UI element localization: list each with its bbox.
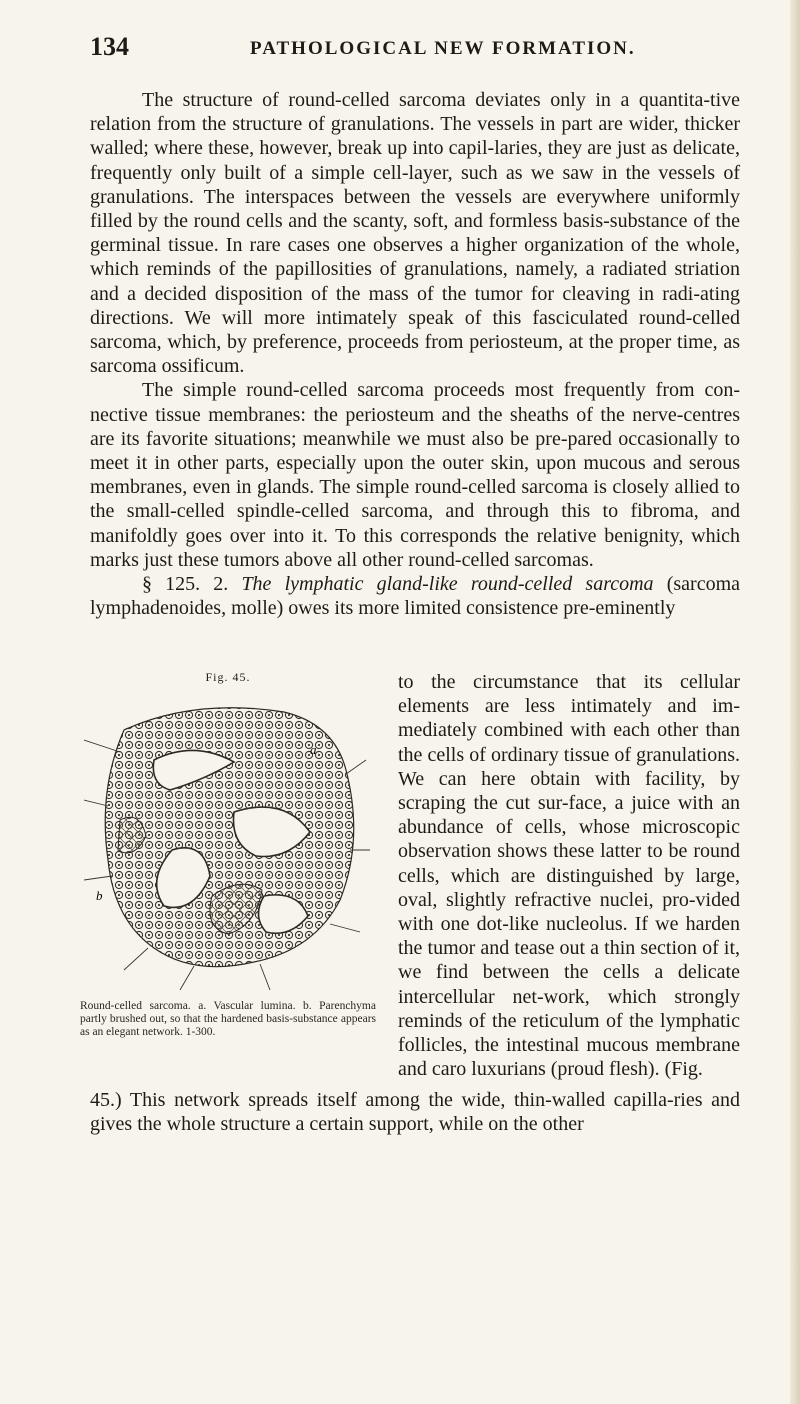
body-text-bottom <box>90 1088 740 1136</box>
paragraph-structure: The structure of round-celled sarcoma deviates only in a quantita-tive relation from the structure of granulations. The vessels in part are wider, thicker walled; where these, however, break up into capil-laries, they are just as delicate, frequently only built of a simple cell-layer, such as we saw in the vessels of granulations. The interspaces between the vessels are everywhere uniformly filled by the round cells and the scanty, soft, and formless basis-substance of the germinal tissue. In rare cases one observes a higher organization of the whole, which reminds of the papillosities of granulations, namely, a radiated striation and a decided disposition of the mass of the tumor for cleaving in radi-ating directions. We will more intimately speak of this fasciculated round-celled sarcoma, which, by preference, proceeds from periosteum, at the proper time, as sarcoma ossificum. <box>90 89 740 378</box>
paragraph-origin: The simple round-celled sarcoma proceeds most frequently from con-nective tissue membranes: the periosteum and the sheaths of the nerve-centres are its favorite situations; meanwhile we must also be pre-pared occasionally to meet it in other parts, especially upon the outer skin, upon mucous and serous membranes, even in glands. The simple round-celled sarcoma is closely allied to the small-celled spindle-celled sarcoma, and through this to fibroma, and manifoldly goes over into it. To this corresponds the relative benignity, which marks just these tumors above all other round-celled sarcomas. <box>90 379 740 571</box>
running-head: PATHOLOGICAL NEW FORMATION. <box>250 38 636 59</box>
section-number: § 125. 2. <box>142 573 242 596</box>
body-text-top <box>90 88 740 620</box>
section-title: The lymphatic gland-like round-celled sarcoma <box>241 573 654 596</box>
page-edge <box>790 0 800 1404</box>
section-intro: (sarcoma lymphadenoides, molle) owes its more limited consistence pre-eminently <box>90 573 740 620</box>
figure-label: Fig. 45. <box>205 670 251 684</box>
page-header <box>90 32 740 64</box>
figure-marker-b: b <box>96 888 103 903</box>
figure-45 <box>80 670 376 1090</box>
paragraph-bottom: 45.) This network spreads itself among the wide, thin-walled capilla-ries and gives the whole structure a certain support, while on the other <box>90 1089 740 1136</box>
body-text-right-column <box>398 670 740 1081</box>
page-number: 134 <box>90 32 129 61</box>
paragraph-section-125 <box>90 572 740 620</box>
histology-illustration <box>84 700 372 996</box>
figure-caption: Round-celled sarcoma. a. Vascular lumina. b. Parenchyma partly brushed out, so that the hardened basis-substance appears as an elegant network. 1-300. <box>80 1000 376 1038</box>
paragraph-right-column: to the circumstance that its cellular elements are less intimately and im-mediately combined with each other than the cells of ordinary tissue of granulations. We can here obtain with facility, by scraping the cut sur-face, a juice with an abundance of cells, whose microscopic observation shows these latter to be round cells, which are distinguished by large, oval, slightly refractive nuclei, pro-vided with one dot-like nucleolus. If we harden the tumor and tease out a thin section of it, we find between the cells a delicate intercellular net-work, which strongly reminds of the reticulum of the lymphatic follicles, the intestinal mucous membrane and caro luxurians (proud flesh). (Fig. <box>398 671 740 1081</box>
figure-marker-a: a <box>310 742 317 757</box>
